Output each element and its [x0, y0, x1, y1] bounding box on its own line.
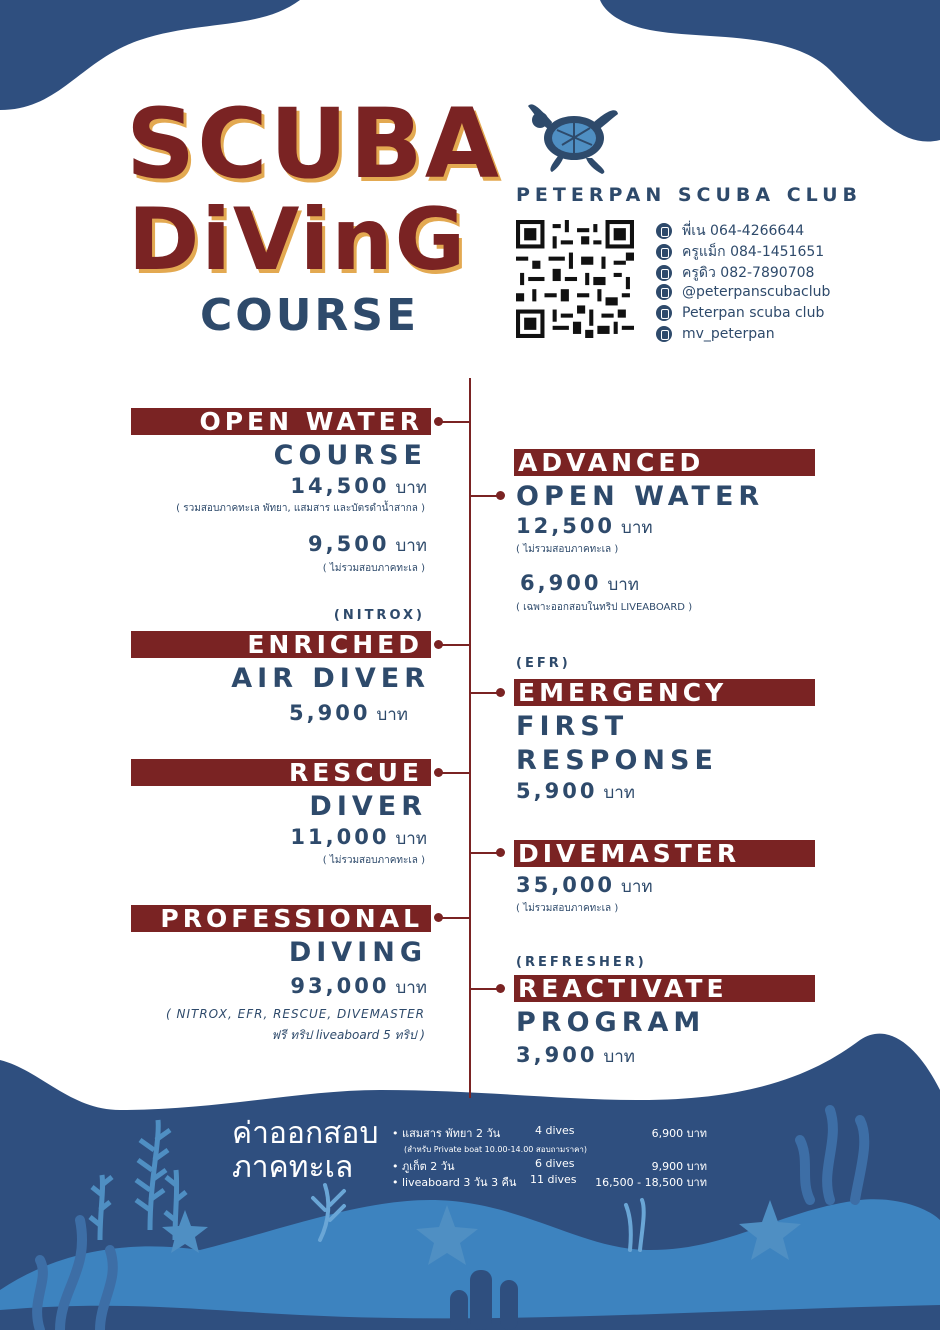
enriched-sub: AIR DIVER [231, 663, 430, 694]
timeline-dot [496, 491, 505, 500]
reactivate-tag: (REFRESHER) [516, 955, 647, 970]
price-value: 5,900 [289, 701, 371, 725]
open-water-price-2 [308, 532, 427, 559]
open-water-price-1 [290, 474, 427, 501]
reactivate-bar: REACTIVATE [514, 975, 815, 1002]
contact-facebook[interactable] [656, 305, 824, 321]
price-unit: บาท [395, 978, 427, 998]
rescue-price [290, 825, 427, 852]
facebook-icon [656, 305, 672, 321]
rescue-bar: RESCUE [131, 759, 431, 786]
price-value: 6,900 [520, 571, 602, 595]
title-course: COURSE [200, 290, 420, 341]
price-value: 11,000 [290, 825, 390, 849]
exam-row-3-price: 16,500 - 18,500 บาท [595, 1176, 707, 1189]
price-value: 14,500 [290, 474, 390, 498]
exam-row-2-dives: 6 dives [535, 1157, 575, 1170]
enriched-bar: ENRICHED [131, 631, 431, 658]
price-value: 3,900 [516, 1043, 598, 1067]
club-name: PETERPAN SCUBA CLUB [516, 184, 863, 206]
enriched-price [289, 701, 408, 728]
price-value: 12,500 [516, 514, 616, 538]
instagram-icon [656, 326, 672, 342]
contact-text: พี่เน 064-4266644 [682, 223, 805, 239]
price-value: 93,000 [290, 974, 390, 998]
price-unit: บาท [395, 829, 427, 849]
professional-bar: PROFESSIONAL [131, 905, 431, 932]
timeline-dot [496, 984, 505, 993]
price-unit: บาท [621, 518, 653, 538]
exam-row-2-price: 9,900 บาท [651, 1160, 707, 1173]
exam-row-1-price: 6,900 บาท [651, 1127, 707, 1140]
exam-title-1: ค่าออกสอบ [232, 1116, 379, 1151]
price-unit: บาท [607, 575, 639, 595]
contact-phone-3[interactable] [656, 262, 814, 284]
timeline-line [469, 378, 471, 1098]
contact-phone-2[interactable] [656, 241, 824, 263]
qr-code[interactable] [516, 220, 634, 338]
exam-row-2-place: • ภูเก็ต 2 วัน [392, 1160, 455, 1173]
title-scuba: SCUBA [126, 88, 502, 200]
price-unit: บาท [603, 783, 635, 803]
phone-icon [656, 223, 672, 239]
advanced-sub: OPEN WATER [516, 481, 765, 512]
contact-phone-1[interactable] [656, 220, 804, 242]
reactivate-price [516, 1043, 635, 1070]
contact-line[interactable] [656, 284, 830, 300]
price-value: 5,900 [516, 779, 598, 803]
exam-row-3-place: • liveaboard 3 วัน 3 คืน [392, 1176, 517, 1189]
timeline-dot [434, 913, 443, 922]
phone-icon [656, 244, 672, 260]
enriched-tag: (NITROX) [333, 608, 425, 623]
advanced-note-2: ( เฉพาะออกสอบในทริป LIVEABOARD ) [516, 602, 693, 613]
contact-text: @peterpanscubaclub [682, 284, 831, 300]
price-value: 35,000 [516, 873, 616, 897]
professional-price [290, 974, 427, 1001]
contact-text: ครูดิว 082-7890708 [682, 265, 815, 281]
price-unit: บาท [603, 1047, 635, 1067]
advanced-note-1: ( ไม่รวมสอบภาคทะเล ) [516, 544, 619, 555]
exam-row-1-note: (สำหรับ Private boat 10.00-14.00 สอบถามราคา) [404, 1145, 588, 1154]
divemaster-price [516, 873, 653, 900]
efr-sub-1: FIRST [516, 711, 629, 742]
divemaster-note: ( ไม่รวมสอบภาคทะเล ) [516, 903, 619, 914]
phone-icon [656, 265, 672, 281]
exam-row-3-dives: 11 dives [530, 1173, 577, 1186]
exam-title-2: ภาคทะเล [232, 1150, 354, 1185]
professional-note-2: ฟรี ทริป liveaboard 5 ทริป ) [271, 1028, 425, 1042]
price-unit: บาท [376, 705, 408, 725]
contact-text: ครูแม็ก 084-1451651 [682, 244, 825, 260]
price-unit: บาท [395, 478, 427, 498]
reactivate-sub: PROGRAM [516, 1007, 706, 1038]
open-water-note-1: ( รวมสอบภาคทะเล พัทยา, แสมสาร และบัตรดำน้ำสากล ) [176, 503, 425, 514]
timeline-dot [496, 848, 505, 857]
efr-price [516, 779, 635, 806]
open-water-sub: COURSE [273, 440, 427, 471]
price-value: 9,500 [308, 532, 390, 556]
professional-sub: DIVING [288, 937, 427, 968]
turtle-logo-icon [522, 100, 622, 175]
contact-text: mv_peterpan [682, 326, 775, 342]
efr-tag: (EFR) [516, 656, 571, 671]
exam-row-1-place: • แสมสาร พัทยา 2 วัน [392, 1127, 501, 1140]
advanced-price-2 [520, 571, 639, 598]
timeline-dot [496, 688, 505, 697]
price-unit: บาท [621, 877, 653, 897]
contact-text: Peterpan scuba club [682, 305, 825, 321]
efr-bar: EMERGENCY [514, 679, 815, 706]
contact-instagram[interactable] [656, 326, 775, 342]
timeline-dot [434, 768, 443, 777]
title-diving: DiVinG [128, 190, 468, 290]
advanced-price-1 [516, 514, 653, 541]
rescue-sub: DIVER [309, 791, 427, 822]
timeline-dot [434, 640, 443, 649]
timeline-dot [434, 417, 443, 426]
divemaster-bar: DIVEMASTER [514, 840, 815, 867]
open-water-bar: OPEN WATER [131, 408, 431, 435]
efr-sub-2: RESPONSE [516, 745, 718, 776]
professional-note-1: ( NITROX, EFR, RESCUE, DIVEMASTER [165, 1007, 425, 1021]
exam-row-1-dives: 4 dives [535, 1124, 575, 1137]
advanced-bar: ADVANCED [514, 449, 815, 476]
line-icon [656, 284, 672, 300]
open-water-note-2: ( ไม่รวมสอบภาคทะเล ) [322, 563, 425, 574]
rescue-note: ( ไม่รวมสอบภาคทะเล ) [322, 855, 425, 866]
price-unit: บาท [395, 536, 427, 556]
